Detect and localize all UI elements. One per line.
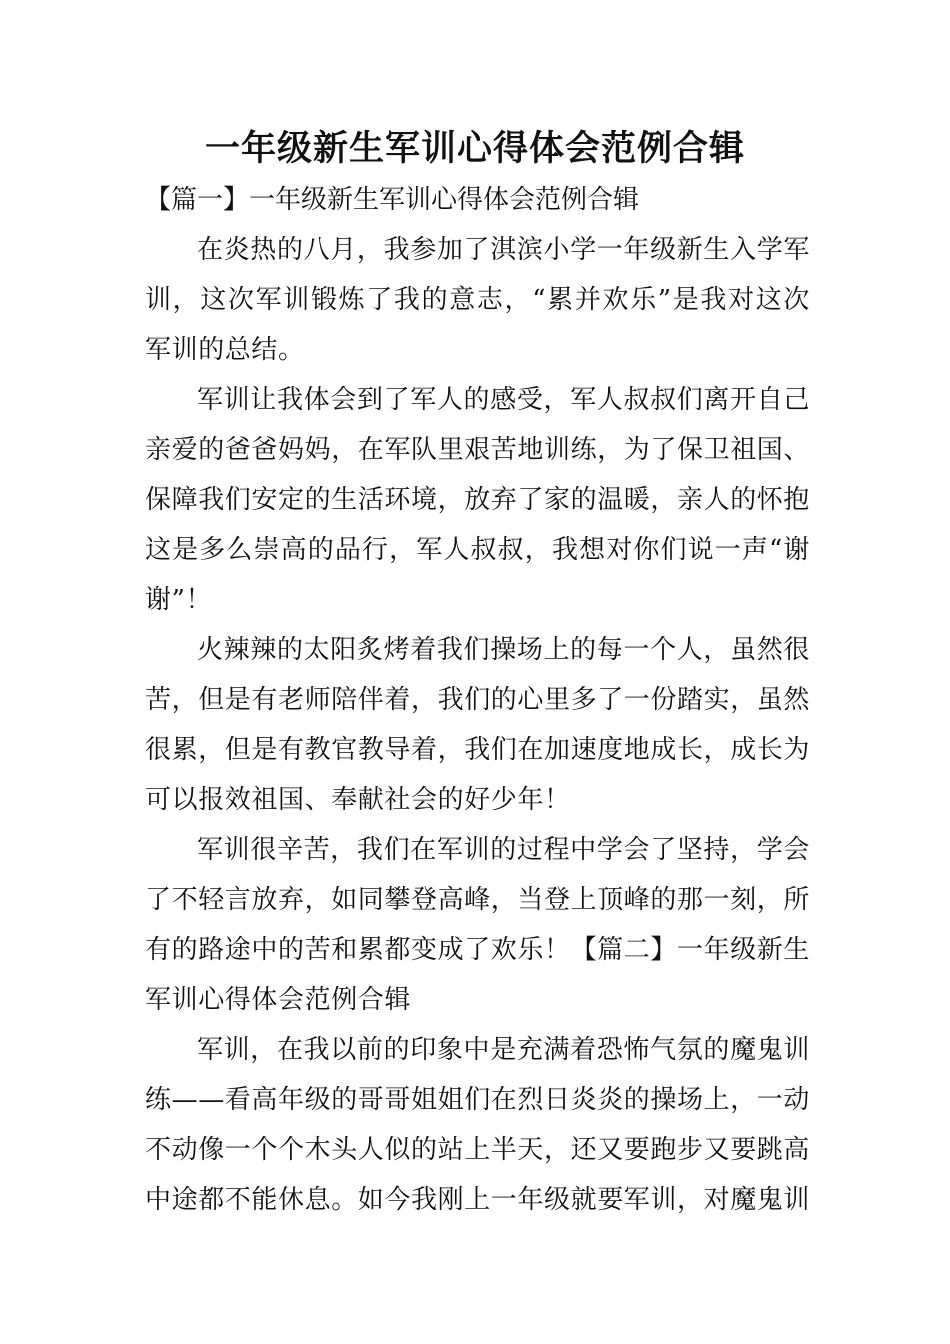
section-heading: 【篇一】一年级新生军训心得体会范例合辑 [145, 185, 640, 215]
paragraph-2: 军训让我体会到了军人的感受，军人叔叔们离开自己亲爱的爸爸妈妈，在军队里艰苦地训练，为了保卫祖国、保障我们安定的生活环境，放弃了家的温暖，亲人的怀抱这是多么崇高的品行，军人叔叔，我想对你们说一声“谢谢”！ [145, 385, 811, 615]
paragraph-1: 在炎热的八月，我参加了淇滨小学一年级新生入学军训，这次军训锻炼了我的意志，“累并欢乐”是我对这次军训的总结。 [145, 235, 810, 365]
document-body [145, 175, 810, 1225]
document-title: 一年级新生军训心得体会范例合辑 [204, 129, 745, 169]
paragraph-5: 军训，在我以前的印象中是充满着恐怖气氛的魔鬼训练——看高年级的哥哥姐姐们在烈日炎炎的操场上，一动不动像一个个木头人似的站上半天，还又要跑步又要跳高中途都不能休息。如今我刚上一年级就要军训，对魔鬼训 [145, 1035, 811, 1215]
paragraph-3: 火辣辣的太阳炙烤着我们操场上的每一个人，虽然很苦，但是有老师陪伴着，我们的心里多了一份踏实，虽然很累，但是有教官教导着，我们在加速度地成长，成长为可以报效祖国、奉献社会的好少年！ [145, 635, 811, 815]
paragraph-4: 军训很辛苦，我们在军训的过程中学会了坚持，学会了不轻言放弃，如同攀登高峰，当登上顶峰的那一刻，所有的路途中的苦和累都变成了欢乐！【篇二】一年级新生军训心得体会范例合辑 [145, 835, 811, 1015]
